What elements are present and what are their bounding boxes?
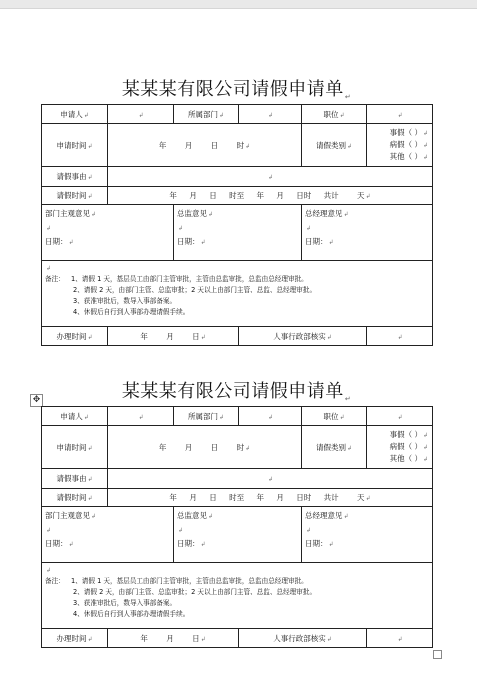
leave-type-personal[interactable]: 事假（ ）↲ bbox=[389, 128, 428, 137]
applicant-value[interactable]: ↲ bbox=[108, 407, 174, 426]
dept-supervisor-opinion[interactable]: 部门主观意见↲ ↲ 日期：↲ bbox=[42, 205, 174, 261]
apply-time-label: 申请时间↲ bbox=[42, 426, 108, 469]
leave-time-label: 请假时间↲ bbox=[42, 489, 108, 507]
leave-type-options[interactable] bbox=[367, 426, 433, 469]
handle-time-label: 办理时间↲ bbox=[42, 629, 108, 648]
position-value[interactable]: ↲ bbox=[367, 105, 433, 124]
reason-value[interactable]: ↲ bbox=[108, 167, 433, 187]
leave-form-table bbox=[41, 104, 433, 346]
applicant-label: 申请人↲ bbox=[42, 407, 108, 426]
hr-admin-check-label: 人事行政部核实↲ bbox=[239, 327, 367, 346]
director-opinion[interactable]: 总监意见↲ ↲ 日期：↲ bbox=[174, 507, 302, 563]
handle-time-value[interactable]: 年 月 日↲ bbox=[108, 629, 239, 648]
applicant-value[interactable]: ↲ bbox=[108, 105, 174, 124]
remarks-cell: ↲ 备注： 1、请假 1 天，基层员工由部门主管审批，主管由总监审批，总监由总经理审批。 2、请假 2 天，由部门主管、总监审批；2 天以上由部门主管、总监、总经理审批。 3、获准审批后，数导入事部备案。 4、休假后自行到人事部办理请假手续。 bbox=[42, 563, 433, 629]
department-label: 所属部门↲ bbox=[174, 105, 239, 124]
department-value[interactable]: ↲ bbox=[239, 105, 302, 124]
remarks-cell: ↲ 备注： 1、请假 1 天，基层员工由部门主管审批，主管由总监审批，总监由总经理审批。 2、请假 2 天，由部门主管、总监审批；2 天以上由部门主管、总监、总经理审批。 3、获准审批后，数导入事部备案。 4、休假后自行到人事部办理请假手续。 bbox=[42, 261, 433, 327]
hr-admin-check-value[interactable]: ↲ bbox=[367, 629, 433, 648]
gm-opinion[interactable]: 总经理意见↲ ↲ 日期：↲ bbox=[302, 205, 433, 261]
leave-type-other[interactable]: 其他（ ）↲ bbox=[389, 152, 428, 161]
leave-type-sick[interactable]: 病假（ ）↲ bbox=[389, 442, 428, 451]
gm-opinion[interactable]: 总经理意见↲ ↲ 日期：↲ bbox=[302, 507, 433, 563]
reason-label: 请假事由↲ bbox=[42, 469, 108, 489]
leave-type-options[interactable] bbox=[367, 124, 433, 167]
department-label: 所属部门↲ bbox=[174, 407, 239, 426]
reason-label: 请假事由↲ bbox=[42, 167, 108, 187]
apply-time-label: 申请时间↲ bbox=[42, 124, 108, 167]
hr-admin-check-label: 人事行政部核实↲ bbox=[239, 629, 367, 648]
leave-type-other[interactable]: 其他（ ）↲ bbox=[389, 454, 428, 463]
leave-type-label: 请假类别↲ bbox=[302, 124, 367, 167]
form-title: 某某某有限公司请假申请单↵ bbox=[121, 79, 352, 101]
leave-time-value[interactable]: 年 月 日 时至 年 月 日时 共计 天↲ bbox=[108, 489, 433, 507]
leave-form-table bbox=[41, 406, 433, 648]
form-title: 某某某有限公司请假申请单↵ bbox=[121, 381, 352, 403]
document-top-bar bbox=[0, 0, 477, 9]
position-label: 职位↲ bbox=[302, 105, 367, 124]
applicant-label: 申请人↲ bbox=[42, 105, 108, 124]
handle-time-label: 办理时间↲ bbox=[42, 327, 108, 346]
department-value[interactable]: ↲ bbox=[239, 407, 302, 426]
leave-type-label: 请假类别↲ bbox=[302, 426, 367, 469]
dept-supervisor-opinion[interactable]: 部门主观意见↲ ↲ 日期：↲ bbox=[42, 507, 174, 563]
apply-time-value[interactable]: 年 月 日 时↲ bbox=[108, 426, 302, 469]
position-label: 职位↲ bbox=[302, 407, 367, 426]
handle-time-value[interactable]: 年 月 日↲ bbox=[108, 327, 239, 346]
hr-admin-check-value[interactable]: ↲ bbox=[367, 327, 433, 346]
table-move-handle-icon[interactable]: ✥ bbox=[30, 394, 43, 407]
reason-value[interactable]: ↲ bbox=[108, 469, 433, 489]
leave-type-sick[interactable]: 病假（ ）↲ bbox=[389, 140, 428, 149]
leave-time-label: 请假时间↲ bbox=[42, 187, 108, 205]
apply-time-value[interactable]: 年 月 日 时↲ bbox=[108, 124, 302, 167]
position-value[interactable]: ↲ bbox=[367, 407, 433, 426]
leave-time-value[interactable]: 年 月 日 时至 年 月 日时 共计 天↲ bbox=[108, 187, 433, 205]
table-resize-handle[interactable] bbox=[433, 650, 442, 659]
director-opinion[interactable]: 总监意见↲ ↲ 日期：↲ bbox=[174, 205, 302, 261]
leave-type-personal[interactable]: 事假（ ）↲ bbox=[389, 430, 428, 439]
